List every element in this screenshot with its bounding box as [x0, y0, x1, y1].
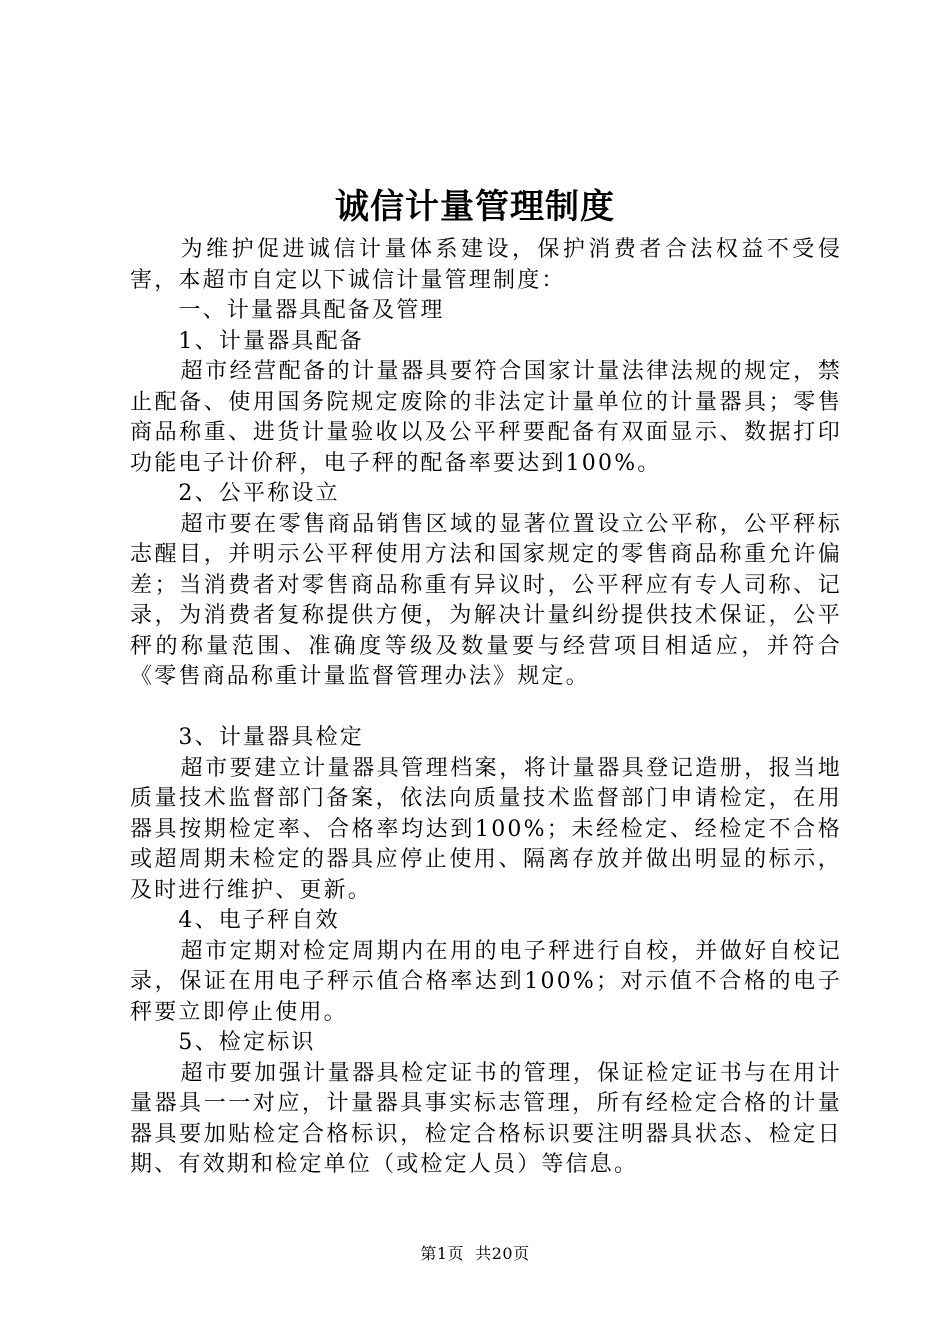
page-number: 第1页 — [420, 1244, 465, 1263]
item-paragraph: 超市经营配备的计量器具要符合国家计量法律法规的规定，禁止配备、使用国务院规定废除的非法定计量单位的计量器具；零售商品称重、进货计量验收以及公平秤要配备有双面显示、数据打印功能电子计价秤，电子秤的配备率要达到100%。 — [130, 359, 842, 476]
footer-separator — [464, 1244, 475, 1263]
item-heading: 3、计量器具检定 — [178, 725, 364, 750]
item-paragraph: 超市要在零售商品销售区域的显著位置设立公平称，公平秤标志醒目，并明示公平秤使用方法和国家规定的零售商品称重允许偏差；当消费者对零售商品称重有异议时，公平秤应有专人司称、记录，为消费者复称提供方便，为解决计量纠纷提供技术保证，公平秤的称量范围、准确度等级及数量要与经营项目相适应，并符合《零售商品称重计量监督管理办法》规定。 — [130, 511, 842, 689]
document-title: 诚信计量管理制度 — [335, 187, 615, 227]
item-heading: 4、电子秤自效 — [178, 908, 340, 933]
section-heading: 一、计量器具配备及管理 — [178, 298, 445, 323]
item-paragraph: 超市要建立计量器具管理档案，将计量器具登记造册，报当地质量技术监督部门备案，依法向质量技术监督部门申请检定，在用器具按期检定率、合格率均达到100%；未经检定、经检定不合格或超周期未检定的器具应停止使用、隔离存放并做出明显的标示，及时进行维护、更新。 — [130, 755, 842, 903]
item-heading: 2、公平称设立 — [178, 481, 340, 506]
page-footer — [0, 1243, 950, 1265]
blank-line — [130, 693, 842, 724]
page-total: 共20页 — [475, 1244, 530, 1263]
document-body — [130, 235, 842, 1181]
item-paragraph: 超市要加强计量器具检定证书的管理，保证检定证书与在用计量器具一一对应，计量器具事实标志管理，所有经检定合格的计量器具要加贴检定合格标识，检定合格标识要注明器具状态、检定日期、有效期和检定单位（或检定人员）等信息。 — [130, 1060, 842, 1177]
intro-paragraph: 为维护促进诚信计量体系建设，保护消费者合法权益不受侵害，本超市自定以下诚信计量管理制度： — [130, 237, 842, 293]
item-paragraph: 超市定期对检定周期内在用的电子秤进行自校，并做好自校记录，保证在用电子秤示值合格率达到100%；对示值不合格的电子秤要立即停止使用。 — [130, 938, 842, 1025]
item-heading: 5、检定标识 — [178, 1030, 316, 1055]
item-heading: 1、计量器具配备 — [178, 328, 364, 354]
